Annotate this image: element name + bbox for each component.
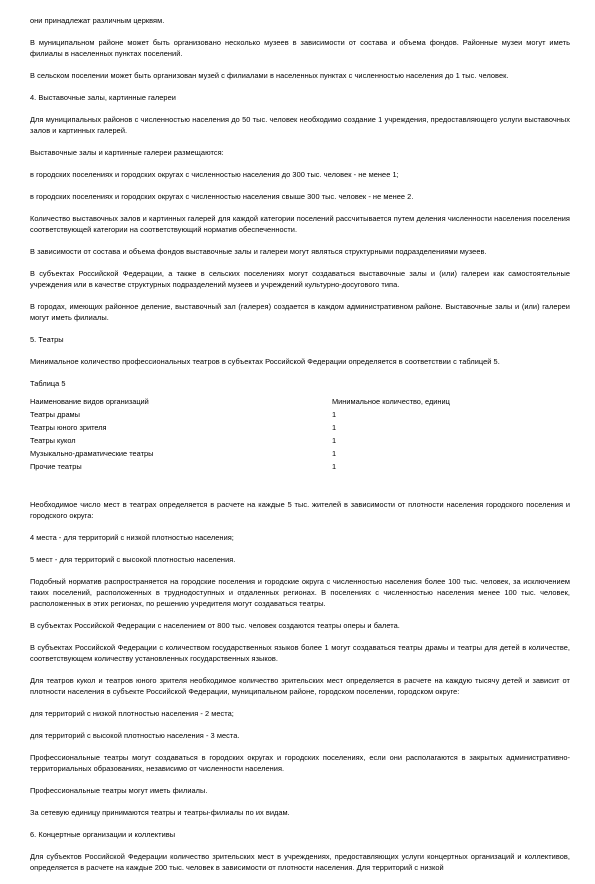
table-row xyxy=(30,408,570,421)
paragraph: в городских поселениях и городских округах с численностью населения до 300 тыс. человек - не менее 1; xyxy=(30,170,399,179)
table-cell: 1 xyxy=(332,449,337,458)
table-row xyxy=(30,460,570,473)
paragraph: В субъектах Российской Федерации с количеством государственных языков более 1 могут создаваться театры драмы и театры для детей в количестве, соответствующем количеству установленных государственных языков. xyxy=(30,643,570,663)
paragraph: Необходимое число мест в театрах определяется в расчете на каждые 5 тыс. жителей в зависимости от плотности населения городского поселения и городского округа: xyxy=(30,500,570,520)
table-row xyxy=(30,421,570,434)
table-cell: 1 xyxy=(332,436,337,445)
paragraph: Минимальное количество профессиональных театров в субъектах Российской Федерации определяется в соответствии с таблицей 5. xyxy=(30,357,500,366)
table-header-row xyxy=(30,395,570,408)
paragraph: Для субъектов Российской Федерации количество зрительских мест в учреждениях, предоставляющих услуги концертных организаций и коллективов, определяется в расчете на каждые 200 тыс. человек в зависимости от плотности населения. Для территорий с низкой xyxy=(30,852,570,872)
paragraph: Профессиональные театры могут создаваться в городских округах и городских поселениях, если они располагаются в закрытых административно-территориальных образованиях, независимо от численности населения. xyxy=(30,753,570,773)
table-cell: Театры кукол xyxy=(30,436,76,445)
table-caption: Таблица 5 xyxy=(30,379,66,388)
paragraph: 5 мест - для территорий с высокой плотностью населения. xyxy=(30,555,236,564)
table-cell: Прочие театры xyxy=(30,462,82,471)
paragraph: в городских поселениях и городских округах с численностью населения свыше 300 тыс. человек - не менее 2. xyxy=(30,192,414,201)
paragraph: Выставочные залы и картинные галереи размещаются: xyxy=(30,148,224,157)
table-header-cell: Наименование видов организаций xyxy=(30,397,149,406)
paragraph: 4 места - для территорий с низкой плотностью населения; xyxy=(30,533,234,542)
theatres-table xyxy=(30,395,570,473)
paragraph: В сельском поселении может быть организован музей с филиалами в населенных пунктах с численностью населения до 1 тыс. человек. xyxy=(30,71,509,80)
paragraph: В зависимости от состава и объема фондов выставочные залы и галереи могут являться структурными подразделениями музеев. xyxy=(30,247,487,256)
document-content xyxy=(30,15,570,884)
paragraph: В городах, имеющих районное деление, выставочный зал (галерея) создается в каждом административном районе. Выставочные залы и (или) галереи могут иметь филиалы. xyxy=(30,302,570,322)
table-cell: 1 xyxy=(332,410,337,419)
paragraph: Для муниципальных районов с численностью населения до 50 тыс. человек необходимо создание 1 учреждения, предоставляющего услуги выставочных залов и картинных галерей. xyxy=(30,115,570,135)
paragraph: для территорий с высокой плотностью населения - 3 места. xyxy=(30,731,240,740)
paragraph: В субъектах Российской Федерации с населением от 800 тыс. человек создаются театры оперы и балета. xyxy=(30,621,400,630)
table-cell: Театры юного зрителя xyxy=(30,423,107,432)
table-cell: Музыкально-драматические театры xyxy=(30,449,154,458)
spacer xyxy=(30,473,570,499)
table-header-cell: Минимальное количество, единиц xyxy=(332,397,450,406)
table-row xyxy=(30,434,570,447)
table-cell: 1 xyxy=(332,462,337,471)
paragraph: для территорий с низкой плотностью населения - 2 места; xyxy=(30,709,234,718)
table-cell: Театры драмы xyxy=(30,410,80,419)
section-heading-exhibition-halls: 4. Выставочные залы, картинные галереи xyxy=(30,93,176,102)
paragraph: За сетевую единицу принимаются театры и театры-филиалы по их видам. xyxy=(30,808,290,817)
table-row xyxy=(30,447,570,460)
paragraph: Профессиональные театры могут иметь филиалы. xyxy=(30,786,208,795)
paragraph: Подобный норматив распространяется на городские поселения и городские округа с численностью населения более 100 тыс. человек, за исключением таких поселений, расположенных в труднодоступных и отдаленных регионах. В поселениях с численностью населения менее 100 тыс. человек, расположенных в этих регионах, по решению учредителя могут создаваться театры. xyxy=(30,577,570,608)
paragraph: они принадлежат различным церквям. xyxy=(30,16,165,25)
paragraph: Для театров кукол и театров юного зрителя необходимое количество зрительских мест определяется в расчете на каждую тысячу детей и зависит от плотности населения в субъекте Российской Федерации, муниципальном районе, городском поселении, городском округе: xyxy=(30,676,570,696)
table-cell: 1 xyxy=(332,423,337,432)
section-heading-theatres: 5. Театры xyxy=(30,335,64,344)
paragraph: Количество выставочных залов и картинных галерей для каждой категории поселений рассчитывается путем деления численности населения поселения соответствующей категории на соответствующий норматив обеспеченности. xyxy=(30,214,570,234)
paragraph: В субъектах Российской Федерации, а также в сельских поселениях могут создаваться выставочные залы и (или) галереи как самостоятельные учреждения или в качестве структурных подразделений музеев и учреждений культурно-досугового типа. xyxy=(30,269,570,289)
paragraph: В муниципальном районе может быть организовано несколько музеев в зависимости от состава и объема фондов. Районные музеи могут иметь филиалы в населенных пунктах поселений. xyxy=(30,38,570,58)
section-heading-concert-organizations: 6. Концертные организации и коллективы xyxy=(30,830,176,839)
